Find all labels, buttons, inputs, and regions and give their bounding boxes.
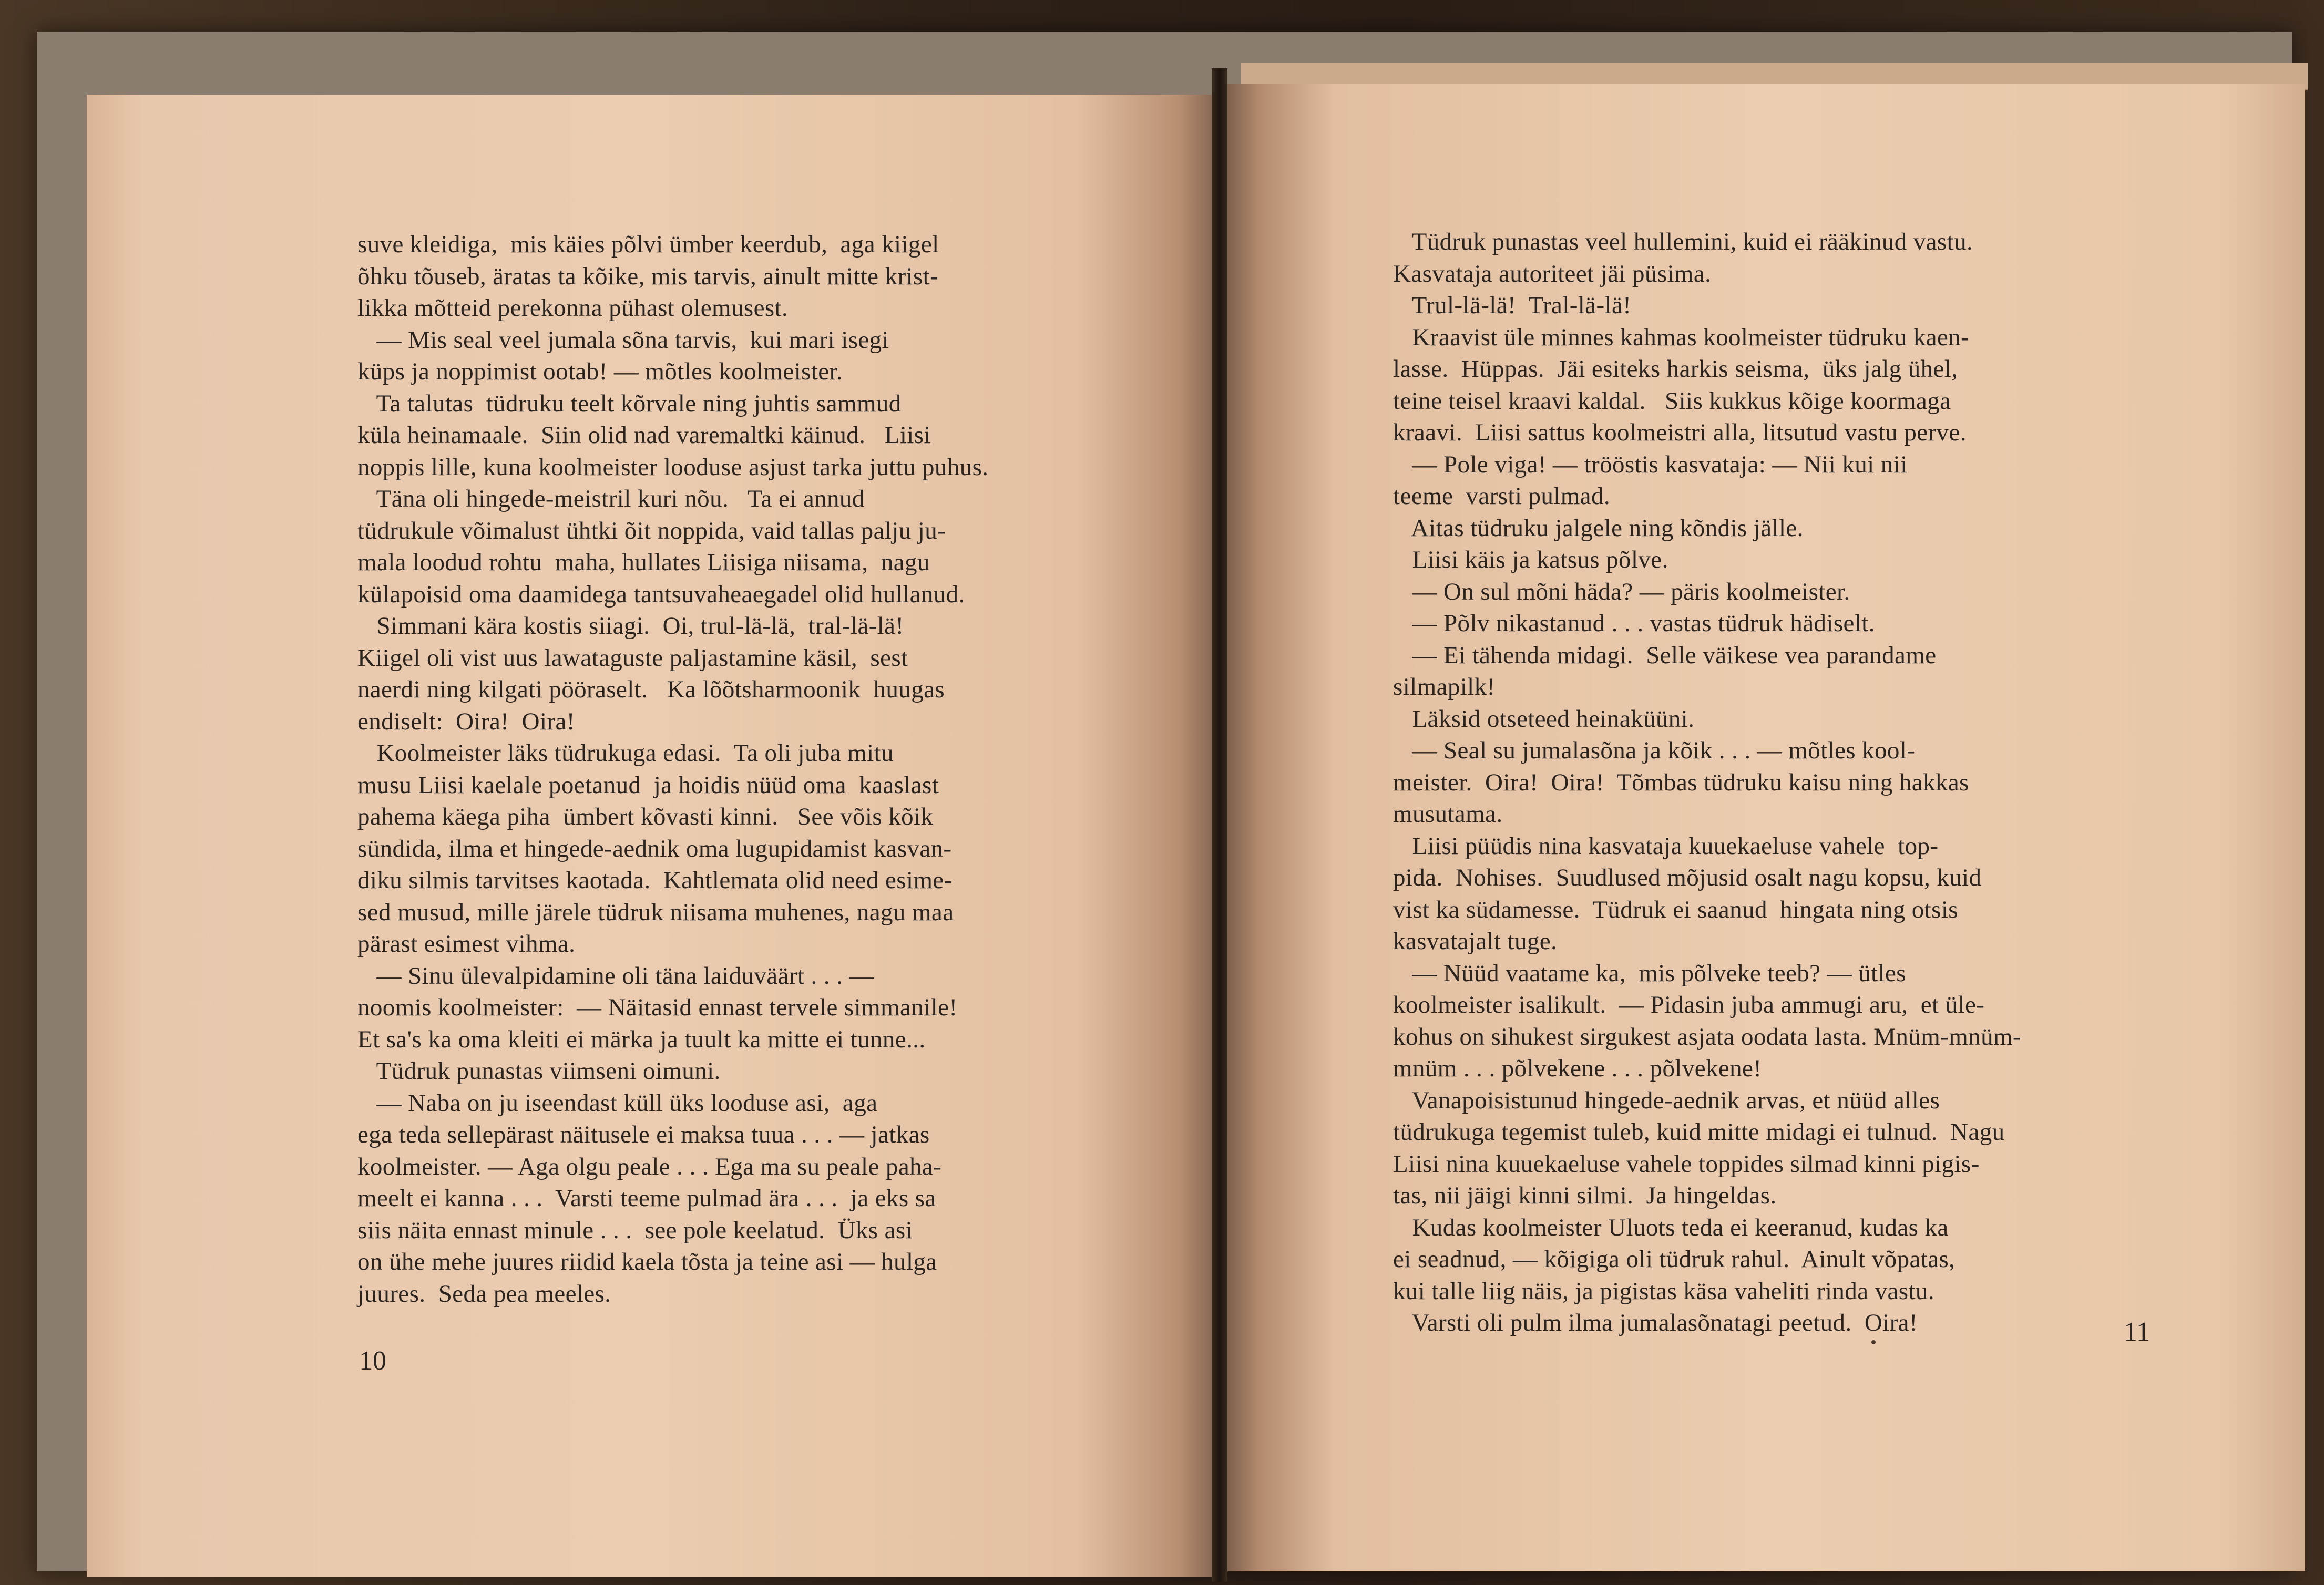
text-line: — Nüüd vaatame ka, mis põlveke teeb? — ütles bbox=[1393, 959, 1906, 987]
book-gutter bbox=[1212, 68, 1227, 1582]
text-line: kraavi. Liisi sattus koolmeistri alla, litsutud vastu perve. bbox=[1393, 419, 1967, 446]
text-line: Kiigel oli vist uus lawataguste paljastamine käsil, sest bbox=[357, 644, 908, 672]
text-line: — Naba on ju iseendast küll üks looduse asi, aga bbox=[357, 1089, 878, 1117]
text-line: teine teisel kraavi kaldal. Siis kukkus kõige koormaga bbox=[1393, 387, 1951, 415]
right-page-text bbox=[1393, 226, 2021, 1339]
text-line: sed musud, mille järele tüdruk niisama muhenes, nagu maa bbox=[357, 898, 954, 926]
text-line: meelt ei kanna . . . Varsti teeme pulmad ära . . . ja eks sa bbox=[357, 1185, 936, 1212]
text-line: silmapilk! bbox=[1393, 673, 1496, 701]
text-line: Läksid otseteed heinaküüni. bbox=[1393, 705, 1695, 733]
text-line: juures. Seda pea meeles. bbox=[357, 1280, 611, 1308]
text-line: mnüm . . . põlvekene . . . põlvekene! bbox=[1393, 1055, 1762, 1082]
text-line: Vanapoisistunud hingede-aednik arvas, et nüüd alles bbox=[1393, 1086, 1940, 1114]
text-line: — On sul mõni häda? — päris koolmeister. bbox=[1393, 578, 1850, 605]
text-line: diku silmis tarvitses kaotada. Kahtlemata olid need esime- bbox=[357, 867, 953, 894]
text-line: külapoisid oma daamidega tantsuvaheaegadel olid hullanud. bbox=[357, 580, 965, 608]
text-line: kasvatajalt tuge. bbox=[1393, 928, 1558, 955]
text-line: Kudas koolmeister Uluots teda ei keeranud, kudas ka bbox=[1393, 1213, 1949, 1241]
text-line: tas, nii jäigi kinni silmi. Ja hingeldas. bbox=[1393, 1182, 1777, 1209]
text-line: Liisi käis ja katsus põlve. bbox=[1393, 546, 1668, 573]
text-line: Aitas tüdruku jalgele ning kõndis jälle. bbox=[1393, 514, 1804, 542]
text-line: suve kleidiga, mis käies põlvi ümber keerdub, aga kiigel bbox=[357, 231, 939, 258]
text-line: pärast esimest vihma. bbox=[357, 930, 576, 958]
text-line: Tüdruk punastas viimseni oimuni. bbox=[357, 1057, 721, 1085]
right-page-number: 11 bbox=[2124, 1317, 2151, 1347]
left-page-number: 10 bbox=[359, 1346, 386, 1376]
text-line: Varsti oli pulm ilma jumalasõnatagi peetud. Oira! bbox=[1393, 1309, 1918, 1336]
text-line: musu Liisi kaelale poetanud ja hoidis nüüd oma kaaslast bbox=[357, 771, 939, 799]
text-line: küps ja noppimist ootab! — mõtles koolmeister. bbox=[357, 358, 843, 385]
text-line: Ta talutas tüdruku teelt kõrvale ning juhtis sammud bbox=[357, 389, 902, 417]
text-line: koolmeister isalikult. — Pidasin juba ammugi aru, et üle- bbox=[1393, 991, 1985, 1018]
text-line: Et sa's ka oma kleiti ei märka ja tuult ka mitte ei tunne... bbox=[357, 1025, 926, 1053]
open-book bbox=[37, 32, 2292, 1571]
text-line: — Põlv nikastanud . . . vastas tüdruk hädiselt. bbox=[1393, 610, 1875, 637]
text-line: sündida, ilma et hingede-aednik oma lugupidamist kasvan- bbox=[357, 835, 952, 862]
text-line: Koolmeister läks tüdrukuga edasi. Ta oli juba mitu bbox=[357, 739, 894, 767]
text-line: on ühe mehe juures riidid kaela tõsta ja teine asi — hulga bbox=[357, 1248, 937, 1275]
text-line: Tüdruk punastas veel hullemini, kuid ei rääkinud vastu. bbox=[1393, 228, 1973, 255]
text-line: meister. Oira! Oira! Tõmbas tüdruku kaisu ning hakkas bbox=[1393, 768, 1969, 796]
text-line: — Pole viga! — trööstis kasvataja: — Nii kui nii bbox=[1393, 450, 1908, 478]
text-line: musutama. bbox=[1393, 800, 1503, 828]
text-line: — Sinu ülevalpidamine oli täna laiduväärt . . . — bbox=[357, 962, 874, 990]
text-line: — Ei tähenda midagi. Selle väikese vea parandame bbox=[1393, 641, 1937, 669]
text-line: Liisi nina kuuekaeluse vahele toppides silmad kinni pigis- bbox=[1393, 1150, 1980, 1178]
left-page-text bbox=[357, 229, 988, 1310]
text-line: teeme varsti pulmad. bbox=[1393, 482, 1610, 510]
left-page bbox=[87, 95, 1212, 1577]
text-line: Simmani kära kostis siiagi. Oi, trul-lä-lä, tral-lä-lä! bbox=[357, 612, 904, 640]
text-line: küla heinamaale. Siin olid nad varemaltki käinud. Liisi bbox=[357, 421, 931, 449]
text-line: noppis lille, kuna koolmeister looduse asjust tarka juttu puhus. bbox=[357, 453, 989, 481]
text-line: mala loodud rohtu maha, hullates Liisiga niisama, nagu bbox=[357, 549, 930, 576]
text-line: likka mõtteid perekonna pühast olemusest. bbox=[357, 294, 789, 322]
text-line: kui talle liig näis, ja pigistas käsa vaheliti rinda vastu. bbox=[1393, 1277, 1934, 1305]
paper-speck bbox=[1871, 1340, 1876, 1344]
text-line: pahema käega piha ümbert kõvasti kinni. See võis kõik bbox=[357, 803, 934, 830]
text-line: Täna oli hingede-meistril kuri nõu. Ta ei annud bbox=[357, 485, 865, 512]
text-line: koolmeister. — Aga olgu peale . . . Ega ma su peale paha- bbox=[357, 1152, 942, 1180]
text-line: õhku tõuseb, äratas ta kõike, mis tarvis, ainult mitte krist- bbox=[357, 262, 939, 290]
text-line: Kraavist üle minnes kahmas koolmeister tüdruku kaen- bbox=[1393, 323, 1970, 351]
text-line: endiselt: Oira! Oira! bbox=[357, 707, 575, 735]
text-line: — Mis seal veel jumala sõna tarvis, kui mari isegi bbox=[357, 326, 889, 354]
text-line: tüdrukuga tegemist tuleb, kuid mitte midagi ei tulnud. Nagu bbox=[1393, 1118, 2005, 1146]
text-line: noomis koolmeister: — Näitasid ennast tervele simmanile! bbox=[357, 994, 958, 1021]
text-line: Liisi püüdis nina kasvataja kuuekaeluse vahele top- bbox=[1393, 832, 1939, 860]
right-page bbox=[1227, 84, 2305, 1571]
text-line: tüdrukule võimalust ühtki õit noppida, vaid tallas palju ju- bbox=[357, 517, 946, 544]
text-line: pida. Nohises. Suudlused mõjusid osalt nagu kopsu, kuid bbox=[1393, 864, 1982, 891]
text-line: lasse. Hüppas. Jäi esiteks harkis seisma, üks jalg ühel, bbox=[1393, 355, 1958, 383]
text-line: naerdi ning kilgati pööraselt. Ka lõõtsharmoonik huugas bbox=[357, 676, 945, 703]
text-line: — Seal su jumalasõna ja kõik . . . — mõtles kool- bbox=[1393, 737, 1916, 764]
text-line: vist ka südamesse. Tüdruk ei saanud hingata ning otsis bbox=[1393, 896, 1958, 923]
text-line: ega teda sellepärast näitusele ei maksa tuua . . . — jatkas bbox=[357, 1121, 930, 1148]
text-line: kohus on sihukest sirgukest asjata oodata lasta. Mnüm-mnüm- bbox=[1393, 1023, 2021, 1051]
text-line: Kasvataja autoriteet jäi püsima. bbox=[1393, 260, 1712, 287]
text-line: siis näita ennast minule . . . see pole keelatud. Üks asi bbox=[357, 1216, 913, 1244]
text-line: ei seadnud, — kõigiga oli tüdruk rahul. Ainult võpatas, bbox=[1393, 1246, 1956, 1273]
text-line: Trul-lä-lä! Tral-lä-lä! bbox=[1393, 292, 1632, 319]
